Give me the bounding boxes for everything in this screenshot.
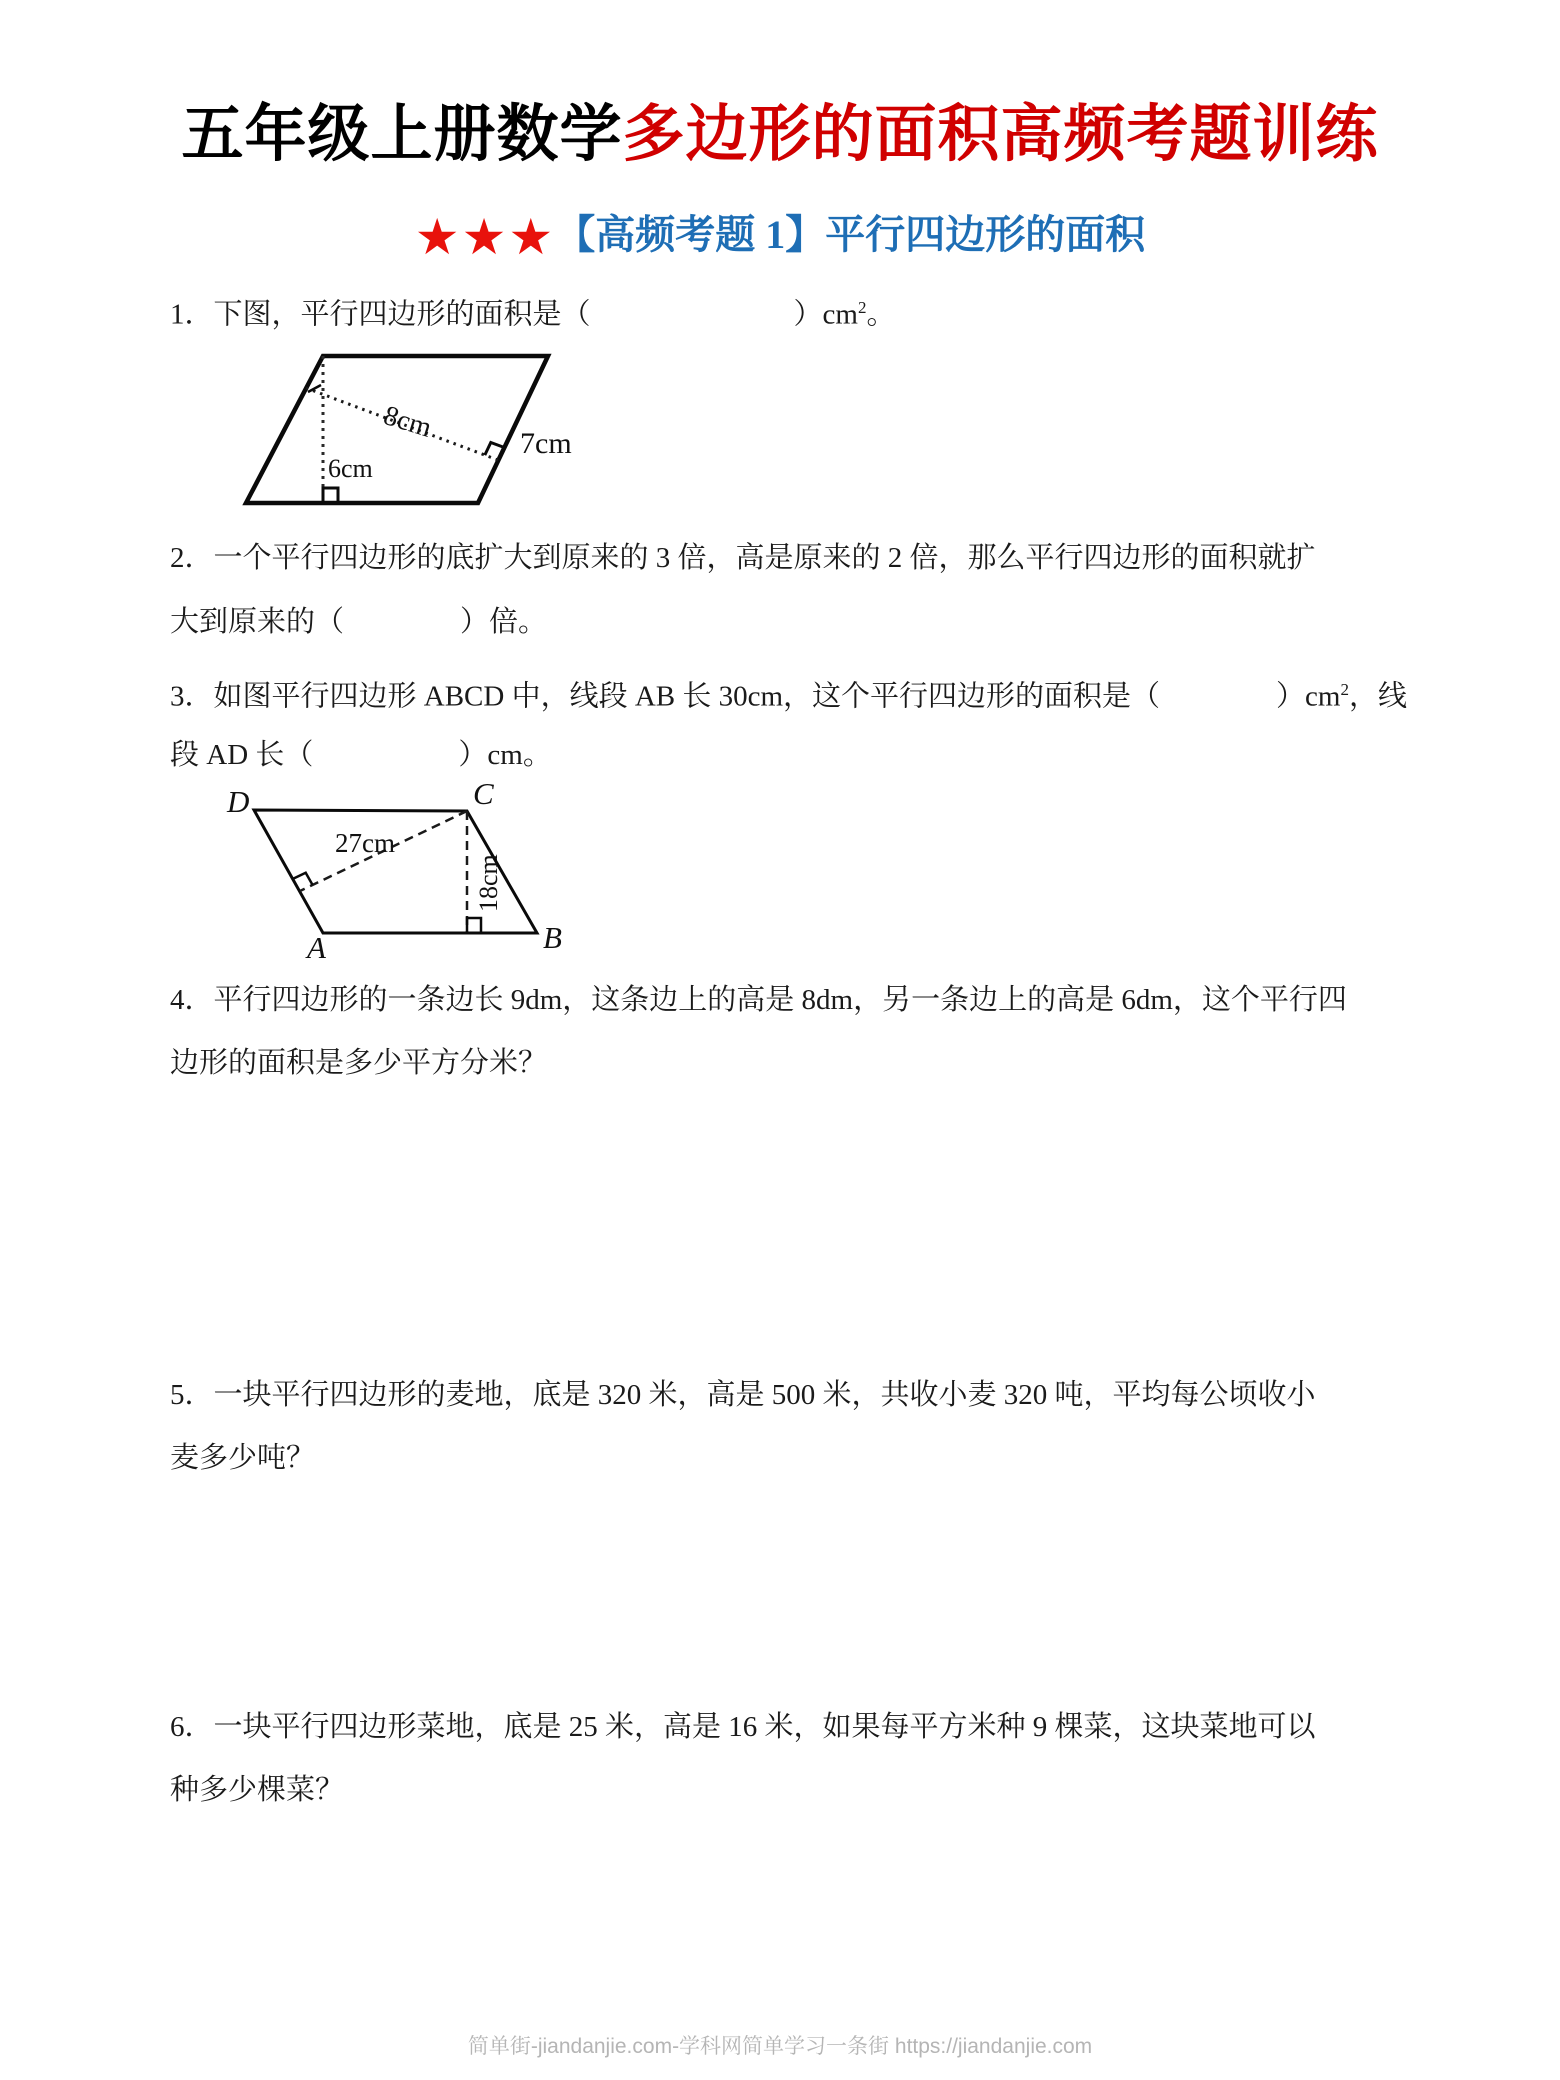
vertex-label-c: C [473, 780, 494, 811]
section-heading-text: 【高频考题 1】平行四边形的面积 [555, 212, 1146, 257]
section-heading [0, 203, 1560, 266]
label-8cm: 8cm [379, 400, 436, 444]
question-1-tail: 。 [866, 298, 896, 331]
parallelogram-figure-1 [170, 340, 640, 525]
figure-2-canvas [175, 780, 605, 965]
title-red-part: 多边形的面积高频考题训练 [622, 100, 1379, 169]
question-5-line-2: 麦多少吨？ [170, 1442, 316, 1474]
question-1-text [170, 291, 1410, 332]
right-angle-mark-ab [467, 918, 481, 933]
question-3-main: 3．如图平行四边形 ABCD 中，线段 AB 长 30cm，这个平行四边形的面积是（ ）cm [170, 680, 1341, 713]
star-rating-icons: ★★★ [414, 208, 556, 266]
footer-watermark: 简单街-jiandanjie.com-学科网简单学习一条街 https://jiandanjie.com [467, 2035, 1093, 2058]
question-3-tail: ，线 [1348, 680, 1407, 713]
figure-1-canvas [170, 340, 640, 525]
question-2-line-1: 2．一个平行四边形的底扩大到原来的 3 倍，高是原来的 2 倍，那么平行四边形的面积就扩 [170, 542, 1316, 574]
question-4-line-2: 边形的面积是多少平方分米？ [170, 1047, 548, 1079]
label-18cm: 18cm [474, 854, 503, 912]
vertex-label-b: B [543, 920, 562, 955]
title-black-part: 五年级上册数学 [181, 100, 623, 169]
label-27cm: 27cm [335, 828, 395, 858]
question-3-line-2: 段 AD 长（ ）cm。 [170, 739, 552, 771]
question-2-line-2: 大到原来的（ ）倍。 [170, 606, 548, 638]
parallelogram-figure-2 [175, 780, 605, 965]
vertex-label-a: A [307, 930, 326, 965]
question-3-superscript: 2 [1340, 680, 1349, 699]
label-7cm: 7cm [520, 427, 572, 460]
label-6cm: 6cm [328, 454, 373, 483]
page-title [0, 84, 1560, 173]
question-1-main: 1．下图，平行四边形的面积是（ ）cm [170, 298, 858, 331]
question-6-line-1: 6．一块平行四边形菜地，底是 25 米，高是 16 米，如果每平方米种 9 棵菜，这块菜地可以 [170, 1711, 1316, 1743]
question-6-line-2: 种多少棵菜？ [170, 1774, 345, 1806]
vertex-label-d: D [227, 784, 250, 819]
question-5-line-1: 5．一块平行四边形的麦地，底是 320 米，高是 500 米，共收小麦 320 吨，平均每公顷收小 [170, 1379, 1316, 1411]
question-4-line-1: 4．平行四边形的一条边长 9dm，这条边上的高是 8dm，另一条边上的高是 6dm，这个平行四 [170, 984, 1347, 1016]
question-3-line-1 [170, 673, 1410, 714]
question-1-superscript: 2 [857, 298, 867, 317]
